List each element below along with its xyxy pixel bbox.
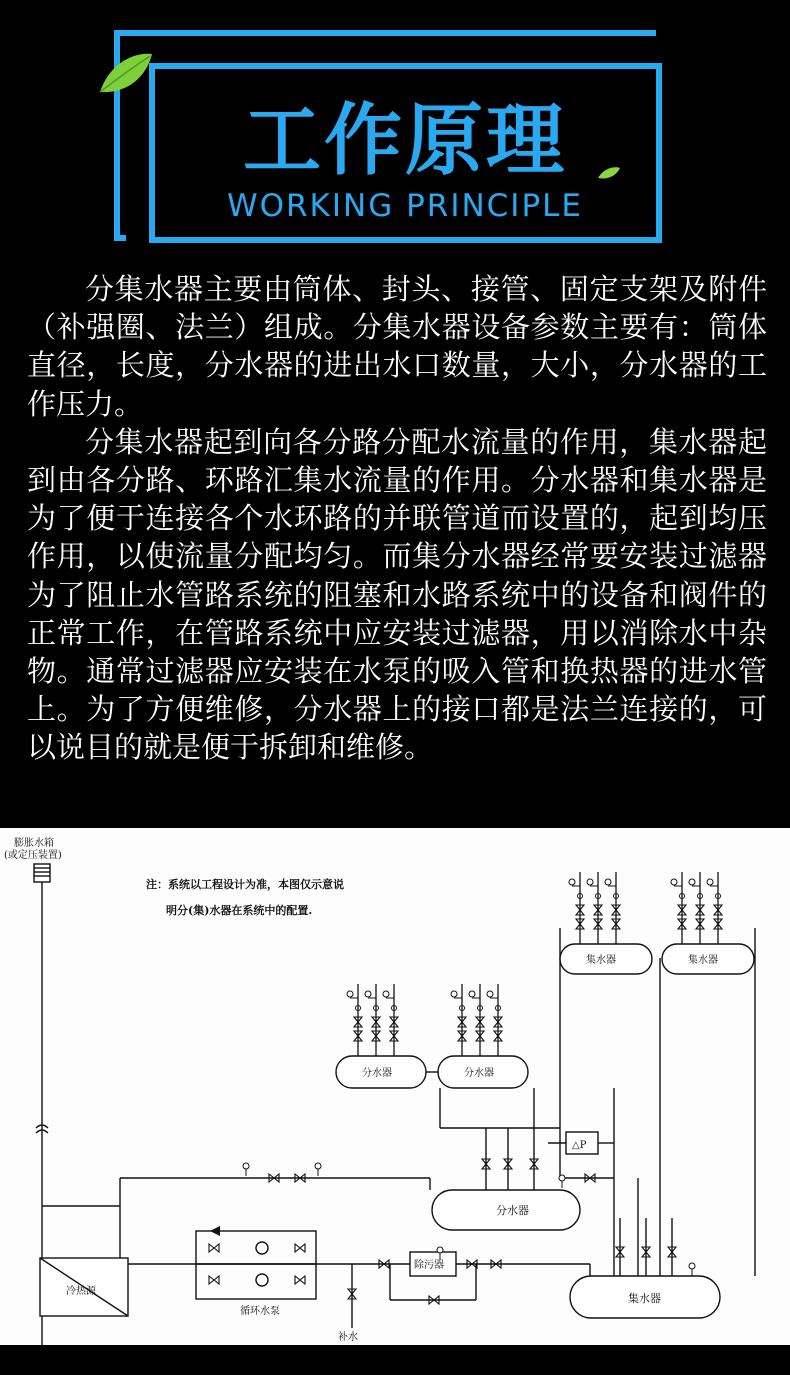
distributor-label: 分水器 <box>464 1068 494 1079</box>
bottom-bar <box>0 1345 790 1375</box>
diagram-note-line-2: 明分(集)水器在系统中的配置. <box>166 904 313 917</box>
paragraph-1: 分集水器主要由筒体、封头、接管、固定支架及附件（补强圈、法兰）组成。分集水器设备参数主要有：筒体直径，长度，分水器的进出水口数量，大小，分水器的工作压力。 <box>27 272 767 421</box>
title-frame <box>0 0 790 250</box>
main-collector-label: 集水器 <box>628 1292 661 1305</box>
paragraph-2: 分集水器起到向各分路分配水流量的作用，集水器起到由各分路、环路汇集水流量的作用。分水器和集水器是为了便于连接各个水环路的并联管道而设置的，起到均压作用，以使流量分配均匀。而集分水器经常要安装过滤器为了阻止水管路系统的阻塞和水路系统中的设备和阀件的正常工作，在管路系统中应安装过滤器，用以消除水中杂物。通常过滤器应安装在水泵的吸入管和换热器的进水管上。为了方便维修，分水器上的接口都是法兰连接的，可以说目的就是便于拆卸和维修。 <box>27 424 767 765</box>
chiller-label: 冷热源 <box>66 1286 96 1297</box>
system-diagram <box>0 828 790 1345</box>
pressure-diff-label: △P <box>572 1140 587 1151</box>
expansion-tank-label: 膨胀水箱 <box>14 838 54 849</box>
main-distributor-label: 分水器 <box>496 1204 529 1217</box>
description-text <box>27 270 767 767</box>
piping-schematic <box>0 828 790 1345</box>
collector-label: 集水器 <box>688 955 718 966</box>
makeup-water-label: 补水 <box>338 1332 358 1343</box>
page-subtitle: WORKING PRINCIPLE <box>226 188 584 224</box>
collector-label: 集水器 <box>586 955 616 966</box>
page-title: 工作原理 <box>242 96 567 186</box>
dirt-separator-label: 除污器 <box>414 1260 444 1271</box>
distributor-label: 分水器 <box>362 1068 392 1079</box>
expansion-tank-sublabel: (或定压装置) <box>4 850 62 861</box>
diagram-note-line-1: 注：系统以工程设计为准，本图仅示意说 <box>146 878 344 891</box>
leaf-icon <box>100 54 152 92</box>
pump-label: 循环水泵 <box>240 1306 280 1317</box>
